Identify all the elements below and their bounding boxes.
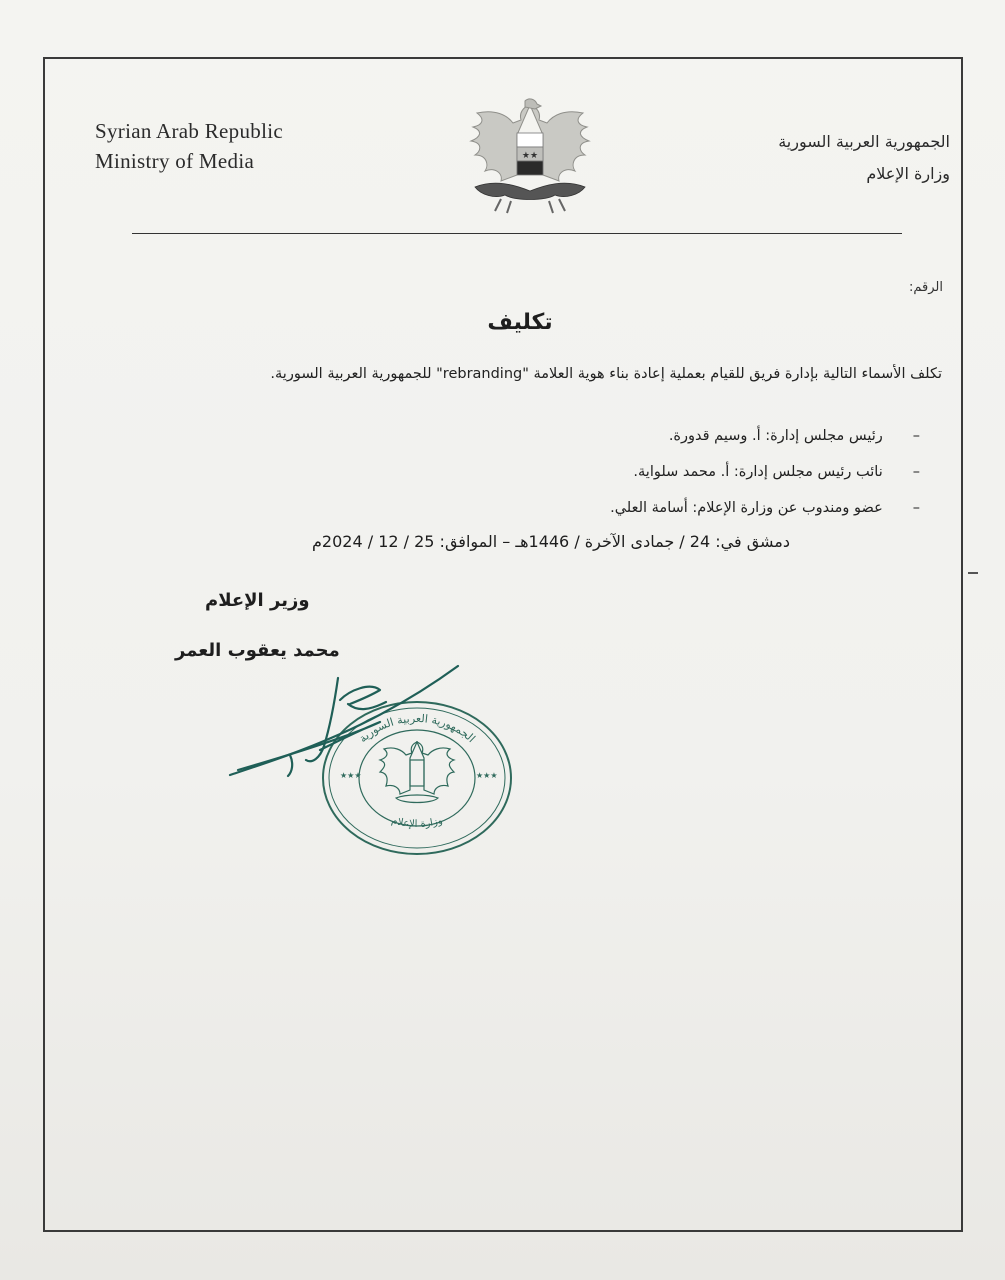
- signatory-title: وزير الإعلام: [205, 590, 310, 611]
- stamp-bottom-text: وزارة الإعلام: [390, 815, 444, 830]
- reference-number-label: الرقم:: [909, 280, 943, 295]
- handwritten-signature-icon: [220, 660, 480, 790]
- edge-mark: [968, 572, 978, 574]
- stamp-stars-right: ★★★: [476, 771, 498, 780]
- list-dash: –: [912, 500, 920, 516]
- header-divider: [132, 233, 902, 234]
- date-line: دمشق في: 24 / جمادى الآخرة / 1446هـ – الموافق: 25 / 12 / 2024م: [312, 532, 790, 551]
- svg-text:★★: ★★: [521, 151, 539, 161]
- english-country-name: Syrian Arab Republic: [95, 119, 283, 143]
- arabic-letterhead: [778, 126, 950, 190]
- stamp-top-text: الجمهورية العربية السورية: [356, 711, 478, 746]
- list-item: [610, 418, 920, 454]
- english-ministry-name: Ministry of Media: [95, 149, 255, 173]
- arabic-ministry-name: وزارة الإعلام: [866, 164, 950, 183]
- stamp-stars-left: ★★★: [340, 771, 362, 780]
- member-text: عضو ومندوب عن وزارة الإعلام: أسامة العلي.: [610, 500, 883, 516]
- member-text: رئيس مجلس إدارة: أ. وسيم قدورة.: [668, 428, 883, 444]
- list-dash: –: [912, 428, 920, 444]
- arabic-country-name: الجمهورية العربية السورية: [778, 132, 950, 151]
- list-item: [610, 490, 920, 526]
- document-title: تكليف: [487, 310, 553, 335]
- english-letterhead: [95, 116, 283, 176]
- members-list: [610, 418, 920, 526]
- assignment-paragraph: تكلف الأسماء التالية بإدارة فريق للقيام بعملية إعادة بناء هوية العلامة "rebranding" للجمهورية العربية السورية.: [270, 366, 942, 382]
- list-item: [610, 454, 920, 490]
- list-dash: –: [912, 464, 920, 480]
- eagle-emblem-icon: [455, 95, 605, 220]
- member-text: نائب رئيس مجلس إدارة: أ. محمد سلواية.: [633, 464, 883, 480]
- signatory-name: محمد يعقوب العمر: [175, 640, 340, 661]
